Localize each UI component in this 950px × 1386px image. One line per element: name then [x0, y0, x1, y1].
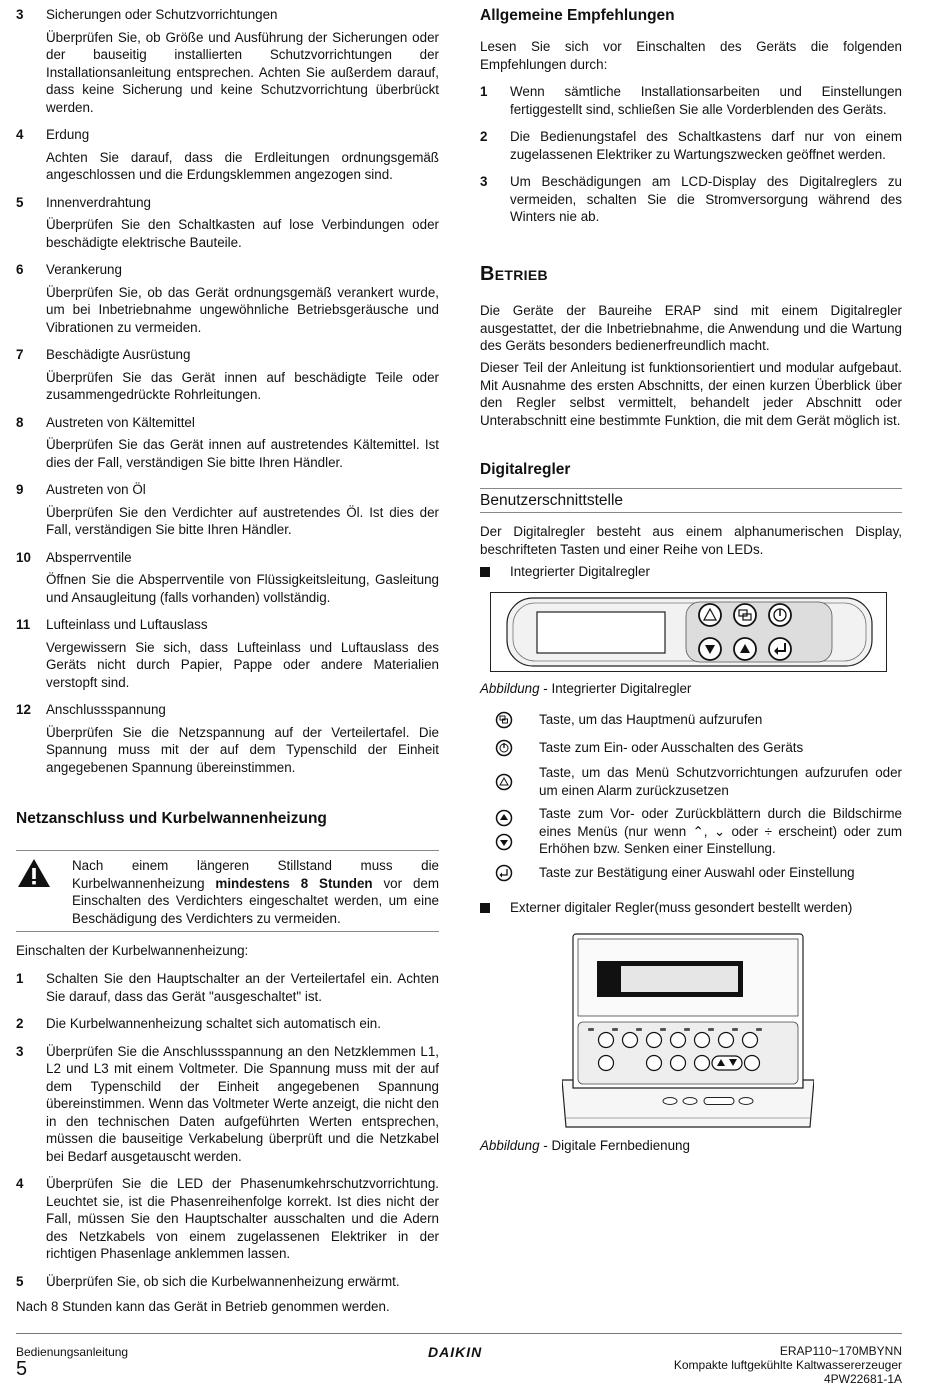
- menu-key-icon: [495, 711, 513, 729]
- item-text: Überprüfen Sie die LED der Phasenumkehrschutzvorrichtung. Leuchtet sie, ist die Phasenreihenfolge korrekt. Ist dies nicht der Fall, müssen Sie den Hauptschalter ausschalten und die Adern des Netzkabels von einem zugelassenen Elektriker in der richtigen Phasenlage anklemmen lassen.: [46, 1176, 439, 1261]
- brand-logo: DAIKIN: [428, 1344, 483, 1360]
- item-number: 3: [480, 174, 488, 189]
- betrieb-p2: Dieser Teil der Anleitung ist funktionsorientiert und modular aufgebaut. Mit Ausnahme des ersten Abschnitts, der einen kurzen Überblick über den Regler selbst vermittelt, behandelt jeder Abschnitt oder Unterabschnitt eine bestimmte Funktion, die mit dem Gerät möglich ist.: [480, 360, 902, 428]
- remote-controller-figure: [562, 932, 814, 1132]
- item-body: Vergewissern Sie sich, dass Lufteinlass und Luftauslass des Geräts nicht durch Papier, Pappe oder andere Materialien verstopft sind.: [46, 639, 439, 690]
- footer-model: ERAP110~170MBYNN: [779, 1344, 902, 1358]
- item-body: Achten Sie darauf, dass die Erdleitungen ordnungsgemäß angeschlossen und die Erdungsklemmen angezogen sind.: [46, 149, 439, 182]
- item-body: Überprüfen Sie, ob Größe und Ausführung der Sicherungen oder der bauseitig installierten Schutzvorrichtungen der Installationsanleitung entsprechen. Achten Sie außerdem darauf, dass keine Sicherung und keine Schutzvorrichtung überbrückt werden.: [46, 29, 439, 115]
- item-number: 1: [16, 971, 24, 986]
- item-body: Überprüfen Sie das Gerät innen auf austretendes Kältemittel. Ist dies der Fall, verständigen Sie bitte Ihren Händler.: [46, 437, 439, 470]
- footer-description: Kompakte luftgekühlte Kaltwassererzeuger: [673, 1358, 902, 1372]
- item-body: Überprüfen Sie das Gerät innen auf beschädigte Teile oder zusammengedrückte Rohrleitungen.: [46, 369, 439, 402]
- netz-heading: Netzanschluss und Kurbelwannenheizung: [16, 810, 327, 827]
- item-number: 6: [16, 262, 24, 277]
- list-item: [480, 173, 902, 226]
- item-title: Sicherungen oder Schutzvorrichtungen: [46, 7, 278, 22]
- item-title: Beschädigte Ausrüstung: [46, 347, 191, 362]
- item-text: Überprüfen Sie, ob sich die Kurbelwannenheizung erwärmt.: [46, 1273, 400, 1289]
- item-number: 7: [16, 347, 24, 362]
- warning-icon: [17, 857, 51, 889]
- betrieb-p1: Die Geräte der Baureihe ERAP sind mit einem Digitalregler ausgestattet, der die Inbetriebnahme, die Anwendung und die Wartung des Geräts besonders bedienerfreundlich macht.: [480, 303, 902, 353]
- list-item: [16, 1273, 439, 1291]
- empf-intro: Lesen Sie sich vor Einschalten des Geräts die folgenden Empfehlungen durch:: [480, 39, 902, 72]
- item-body: Öffnen Sie die Absperrventile von Flüssigkeitsleitung, Gasleitung und Ansaugleitung (falls vorhanden) vollständig.: [46, 572, 439, 605]
- list-item: [16, 549, 439, 607]
- bullet-external: Externer digitaler Regler(muss gesondert bestellt werden): [480, 899, 852, 917]
- item-number: 8: [16, 414, 24, 430]
- integrated-controller-figure: [490, 592, 888, 673]
- digital-paragraph: Der Digitalregler besteht aus einem alphanumerischen Display, beschrifteten Tasten und einer Reihe von LEDs.: [480, 524, 902, 557]
- item-number: 10: [16, 549, 31, 565]
- list-item: [16, 414, 439, 472]
- netz-intro: Einschalten der Kurbelwannenheizung:: [16, 943, 249, 958]
- footer-code: 4PW22681-1A: [823, 1372, 902, 1386]
- list-item: [16, 126, 439, 184]
- item-title: Verankerung: [46, 262, 122, 277]
- list-item: [16, 701, 439, 776]
- digital-heading: Digitalregler: [480, 461, 571, 478]
- item-body: Überprüfen Sie, ob das Gerät ordnungsgemäß verankert wurde, um bei Inbetriebnahme ungewöhnliche Betriebsgeräusche und Vibrationen zu vermeiden.: [46, 284, 439, 335]
- page-footer: [16, 1333, 902, 1386]
- empf-heading: Allgemeine Empfehlungen: [480, 7, 675, 24]
- item-title: Lufteinlass und Luftauslass: [46, 617, 208, 632]
- checklist: [16, 6, 439, 786]
- item-number: 3: [16, 1043, 24, 1059]
- item-number: 5: [16, 194, 24, 210]
- list-item: [16, 616, 439, 691]
- footer-right: [674, 1344, 902, 1386]
- item-text: Die Bedienungstafel des Schaltkastens darf nur von einem zugelassenen Elektriker zu Wartungszwecken geöffnet werden.: [510, 129, 902, 162]
- power-key-icon: [495, 739, 513, 757]
- up-down-key-icon: [495, 809, 513, 851]
- figure-caption-integrated: Abbildung - Integrierter Digitalregler: [480, 681, 692, 696]
- item-number: 9: [16, 482, 24, 497]
- figure-caption-remote: Abbildung - Digitale Fernbedienung: [480, 1138, 690, 1153]
- digital-subheading: Benutzerschnittstelle: [480, 488, 902, 513]
- warning-text: Nach einem längeren Stillstand muss die Kurbelwannenheizung mindestens 8 Stunden vor dem Einschalten des Verdichters eingeschaltet werden, um eine Beschädigung des Verdichters zu vermeiden.: [72, 858, 440, 926]
- footer-doc-title: Bedienungsanleitung: [16, 1345, 129, 1359]
- list-item: [16, 1043, 439, 1166]
- page-number: 5: [16, 1358, 28, 1380]
- item-number: 2: [480, 129, 488, 144]
- warning-box: [16, 850, 439, 932]
- list-item: [16, 481, 439, 539]
- enter-key-icon: [495, 864, 513, 882]
- item-text: Überprüfen Sie die Anschlussspannung an den Netzklemmen L1, L2 und L3 mit einem Voltmeter. Die Spannung muss mit der auf dem Typenschild der Einheit angegebenen Spannung übereinstimmen. Wenn das Voltmeter Werte anzeigt, die nicht den in den technischen Daten aufgeführten Werten entsprechen, müssen die bauseitige Verkabelung überprüft und die Netzkabel bei Bedarf ausgetauscht werden.: [46, 1043, 439, 1164]
- list-item: [16, 261, 439, 336]
- item-title: Austreten von Kältemittel: [46, 414, 195, 430]
- bullet-integrated: Integrierter Digitalregler: [480, 563, 650, 581]
- item-body: Überprüfen Sie die Netzspannung auf der Verteilertafel. Die Spannung muss mit der auf dem Typenschild der Einheit angegebenen Spannung übereinstimmen.: [46, 724, 439, 775]
- item-title: Erdung: [46, 127, 90, 142]
- list-item: [480, 83, 902, 118]
- empf-list: [480, 83, 902, 236]
- alarm-key-icon: [495, 773, 513, 791]
- item-number: 2: [16, 1016, 24, 1031]
- item-title: Austreten von Öl: [46, 482, 146, 497]
- list-item: [16, 1015, 439, 1033]
- list-item: [16, 346, 439, 404]
- item-number: 12: [16, 702, 31, 717]
- item-text: Wenn sämtliche Installationsarbeiten und Einstellungen fertiggestellt sind, schließen Sie alle Vorderblenden des Geräts.: [510, 84, 902, 117]
- item-title: Anschlussspannung: [46, 702, 166, 717]
- item-number: 4: [16, 127, 24, 142]
- list-item: [16, 1175, 439, 1263]
- item-title: Innenverdrahtung: [46, 194, 151, 210]
- item-number: 4: [16, 1176, 24, 1191]
- item-number: 11: [16, 617, 31, 632]
- item-title: Absperrventile: [46, 549, 132, 565]
- netz-steps: [16, 970, 439, 1300]
- netz-outro: Nach 8 Stunden kann das Gerät in Betrieb genommen werden.: [16, 1299, 390, 1314]
- item-text: Die Kurbelwannenheizung schaltet sich automatisch ein.: [46, 1016, 381, 1031]
- list-item: [480, 128, 902, 163]
- item-text: Schalten Sie den Hauptschalter an der Verteilertafel ein. Achten Sie darauf, dass das Gerät "ausgeschaltet" ist.: [46, 971, 439, 1004]
- betrieb-heading: Betrieb: [480, 263, 548, 285]
- item-number: 5: [16, 1273, 24, 1289]
- list-item: [16, 970, 439, 1005]
- item-number: 3: [16, 7, 24, 22]
- item-body: Überprüfen Sie den Verdichter auf austretendes Öl. Ist dies der Fall, verständigen Sie bitte Ihren Händler.: [46, 504, 439, 537]
- item-body: Überprüfen Sie den Schaltkasten auf lose Verbindungen oder beschädigte elektrische Bauteile.: [46, 217, 439, 250]
- list-item: [16, 194, 439, 252]
- item-number: 1: [480, 84, 488, 99]
- item-text: Um Beschädigungen am LCD-Display des Digitalreglers zu vermeiden, schalten Sie die Stromversorgung während des Winters nie ab.: [510, 174, 902, 224]
- list-item: [16, 6, 439, 116]
